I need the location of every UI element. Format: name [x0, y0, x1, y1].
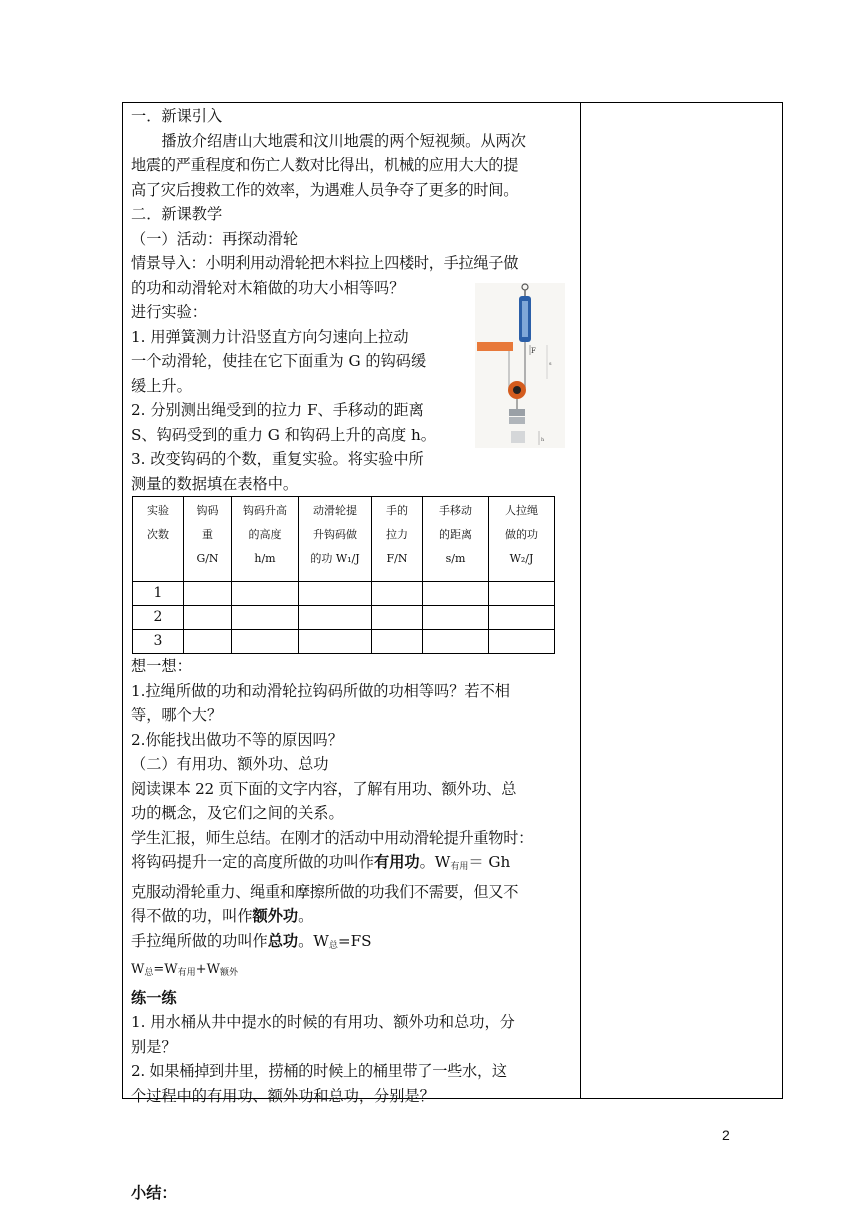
- data-cell[interactable]: [184, 582, 232, 606]
- question-line: 别是？: [131, 1037, 177, 1056]
- lesson-content: [131, 104, 576, 1206]
- table-row: [133, 606, 555, 630]
- data-cell[interactable]: [423, 630, 489, 654]
- data-cell[interactable]: [232, 630, 299, 654]
- question-line: 2. 如果桶掉到井里，捞桶的时候上的桶里带了一些水，这: [131, 1062, 507, 1080]
- total-work-line: 手拉绳所做的功叫作总功。$W_总=FS$: [131, 931, 372, 951]
- page-number: 2: [722, 1127, 730, 1143]
- work-relation-formula: $W_总=W_{有用}+W_{额外}$: [131, 962, 238, 978]
- header-cell: 手移动 的距离 s/m: [423, 497, 489, 582]
- paragraph-line: 学生汇报，师生总结。在刚才的活动中用动滑轮提升重物时：: [131, 828, 533, 847]
- think-heading: 想一想：: [131, 657, 192, 675]
- paragraph-line: 进行实验：: [131, 303, 207, 321]
- paragraph-line: 缓上升。: [131, 376, 192, 395]
- table-row: [133, 630, 555, 654]
- header-cell: 人拉绳 做的功 W₂/J: [489, 497, 555, 582]
- data-cell[interactable]: [184, 630, 232, 654]
- paragraph-line: 一个动滑轮，使挂在它下面重为 G 的钩码缓: [131, 352, 427, 370]
- paragraph-line: 阅读课本 22 页下面的文字内容，了解有用功、额外功、总: [131, 779, 517, 798]
- data-cell[interactable]: [489, 606, 555, 630]
- trial-number-cell: 1: [133, 582, 184, 606]
- paragraph-line: 1. 用弹簧测力计沿竖直方向匀速向上拉动: [131, 327, 409, 346]
- paragraph-line: S、钩码受到的重力 G 和钩码上升的高度 h。: [131, 425, 436, 444]
- paragraph-line: 播放介绍唐山大地震和汶川地震的两个短视频。从两次: [161, 131, 526, 150]
- term-extra-work: 额外功: [252, 907, 299, 925]
- term-total-work: 总功: [267, 931, 299, 950]
- header-cell: 手的 拉力 F/N: [372, 497, 423, 582]
- trial-number-cell: 3: [133, 630, 184, 654]
- data-cell[interactable]: [299, 582, 372, 606]
- data-cell[interactable]: [372, 606, 423, 630]
- data-cell[interactable]: [232, 606, 299, 630]
- subsection-heading: （一）活动：再探动滑轮: [131, 229, 299, 248]
- experiment-data-table: [132, 496, 555, 654]
- table-row: [133, 582, 555, 606]
- paragraph-line: 功的概念，及它们之间的关系。: [131, 804, 344, 822]
- extra-work-line: 得不做的功，叫作额外功。: [131, 907, 314, 925]
- section-heading: 一．新课引入: [131, 107, 223, 125]
- data-cell[interactable]: [184, 606, 232, 630]
- height-label: h: [541, 437, 545, 443]
- pulley-experiment-figure: [475, 283, 565, 448]
- question-line: 个过程中的有用功、额外功和总功，分别是？: [131, 1086, 435, 1105]
- data-cell[interactable]: [299, 606, 372, 630]
- question-line: 1.拉绳所做的功和动滑轮拉钩码所做的功相等吗？若不相: [131, 681, 510, 700]
- paragraph-line: 地震的严重程度和伤亡人数对比得出，机械的应用大大的提: [131, 156, 519, 174]
- section-heading: 二．新课教学: [131, 205, 223, 223]
- paragraph-line: 3. 改变钩码的个数，重复实验。将实验中所: [131, 450, 424, 468]
- subsection-heading: （二）有用功、额外功、总功: [131, 755, 329, 773]
- paragraph-line: 高了灾后搜救工作的效率，为遇难人员争夺了更多的时间。: [131, 180, 519, 199]
- blank-space: [131, 1108, 576, 1181]
- header-cell: 钩码 重 G/N: [184, 497, 232, 582]
- practice-heading: 练一练: [131, 988, 177, 1007]
- summary-heading: 小结：: [131, 1184, 177, 1202]
- header-cell: 钩码升高 的高度 h/m: [232, 497, 299, 582]
- force-label: F: [531, 347, 536, 355]
- paragraph-line: 2. 分别测出绳受到的拉力 F、手移动的距离: [131, 401, 424, 419]
- header-cell: 动滑轮提 升钩码做 的功 W₁/J: [299, 497, 372, 582]
- experiment-block: [131, 300, 576, 447]
- table-header-row: [133, 497, 555, 582]
- data-cell[interactable]: [372, 582, 423, 606]
- data-cell[interactable]: [299, 630, 372, 654]
- paragraph-line: 情景导入：小明利用动滑轮把木料拉上四楼时，手拉绳子做: [131, 254, 519, 272]
- question-line: 等，哪个大？: [131, 706, 223, 724]
- header-cell: 实验 次数: [133, 497, 184, 582]
- data-cell[interactable]: [232, 582, 299, 606]
- data-cell[interactable]: [423, 582, 489, 606]
- column-divider: [580, 102, 581, 1099]
- distance-label: s: [549, 361, 552, 367]
- data-cell[interactable]: [423, 606, 489, 630]
- useful-work-line: 将钩码提升一定的高度所做的功叫作有用功。$W_{有用}= Gh$: [131, 853, 511, 872]
- question-line: 1. 用水桶从井中提水的时候的有用功、额外功和总功，分: [131, 1013, 515, 1031]
- question-line: 2.你能找出做功不等的原因吗？: [131, 730, 343, 749]
- data-cell[interactable]: [489, 582, 555, 606]
- data-cell[interactable]: [372, 630, 423, 654]
- paragraph-line: 测量的数据填在表格中。: [131, 474, 299, 493]
- trial-number-cell: 2: [133, 606, 184, 630]
- paragraph-line: 克服动滑轮重力、绳重和摩擦所做的功我们不需要，但又不: [131, 882, 519, 901]
- term-useful-work: 有用功: [374, 853, 420, 871]
- paragraph-line: 的功和动滑轮对木箱做的功大小相等吗？: [131, 278, 405, 297]
- data-cell[interactable]: [489, 630, 555, 654]
